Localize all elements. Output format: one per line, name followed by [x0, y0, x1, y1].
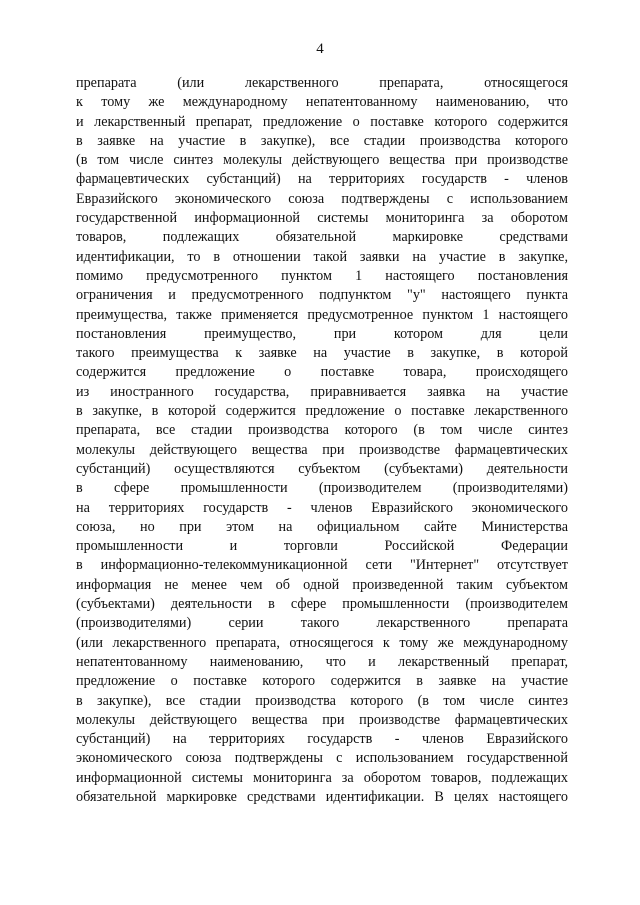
text-line: союза, но при этом на официальном сайте Министерства — [76, 518, 568, 535]
text-line: информация не менее чем об одной произведенной таким субъектом — [76, 576, 568, 593]
text-line: в сфере промышленности (производителем (производителями) — [76, 480, 568, 497]
text-line: такого преимущества к заявке на участие в закупке, в которой — [76, 345, 568, 362]
text-line: Евразийского экономического союза подтверждены с использованием — [76, 190, 568, 207]
text-line: препарата (или лекарственного препарата, относящегося — [76, 75, 568, 91]
text-line: идентификации, то в отношении такой заявки на участие в закупке, — [76, 248, 568, 265]
text-line: промышленности и торговли Российской Федерации — [76, 538, 568, 555]
text-line: и лекарственный препарат, предложение о поставке которого содержится — [76, 113, 568, 130]
text-line: молекулы действующего вещества при производстве фармацевтических — [76, 441, 568, 458]
text-line: помимо предусмотренного пунктом 1 настоящего постановления — [76, 267, 568, 284]
page-number: 4 — [316, 41, 324, 57]
text-line: к тому же международному непатентованному наименованию, что — [76, 94, 568, 111]
text-line: (в том числе синтез молекулы действующего вещества при производстве — [76, 152, 568, 169]
text-line: обязательной маркировке средствами идентификации. В целях настоящего — [76, 788, 568, 805]
body-text — [76, 74, 568, 807]
text-line: (субъектами) деятельности в сфере промышленности (производителем — [76, 596, 568, 613]
text-line: субстанций) осуществляются субъектом (субъектами) деятельности — [76, 460, 568, 477]
text-line: преимущества, также применяется предусмотренное пунктом 1 настоящего — [76, 306, 568, 323]
text-line: молекулы действующего вещества при производстве фармацевтических — [76, 711, 568, 728]
text-line: в информационно-телекоммуникационной сети "Интернет" отсутствует — [76, 557, 568, 574]
text-line: государственной информационной системы мониторинга за оборотом — [76, 210, 568, 227]
text-line: предложение о поставке которого содержится в заявке на участие — [76, 673, 568, 690]
text-line: в закупке), все стадии производства которого (в том числе синтез — [76, 692, 568, 709]
text-line: непатентованному наименованию, что и лекарственный препарат, — [76, 653, 568, 670]
text-line: субстанций) на территориях государств - членов Евразийского — [76, 731, 568, 748]
text-line: (или лекарственного препарата, относящегося к тому же международному — [76, 634, 568, 651]
text-line: в закупке, в которой содержится предложение о поставке лекарственного — [76, 403, 568, 420]
text-line: содержится предложение о поставке товара, происходящего — [76, 364, 568, 381]
text-line: постановления преимущество, при котором для цели — [76, 325, 568, 342]
text-line: из иностранного государства, приравнивается заявка на участие — [76, 383, 568, 400]
text-line: (производителями) серии такого лекарственного препарата — [76, 615, 568, 632]
text-line: товаров, подлежащих обязательной маркировке средствами — [76, 229, 568, 246]
text-line: препарата, все стадии производства которого (в том числе синтез — [76, 422, 568, 439]
text-line: на территориях государств - членов Евразийского экономического — [76, 499, 568, 516]
text-line: информационной системы мониторинга за оборотом товаров, подлежащих — [76, 769, 568, 786]
text-line: фармацевтических субстанций) на территориях государств - членов — [76, 171, 568, 188]
text-line: ограничения и предусмотренного подпунктом "у" настоящего пункта — [76, 287, 568, 304]
text-line: экономического союза подтверждены с использованием государственной — [76, 750, 568, 767]
text-line: в заявке на участие в закупке), все стадии производства которого — [76, 132, 568, 149]
